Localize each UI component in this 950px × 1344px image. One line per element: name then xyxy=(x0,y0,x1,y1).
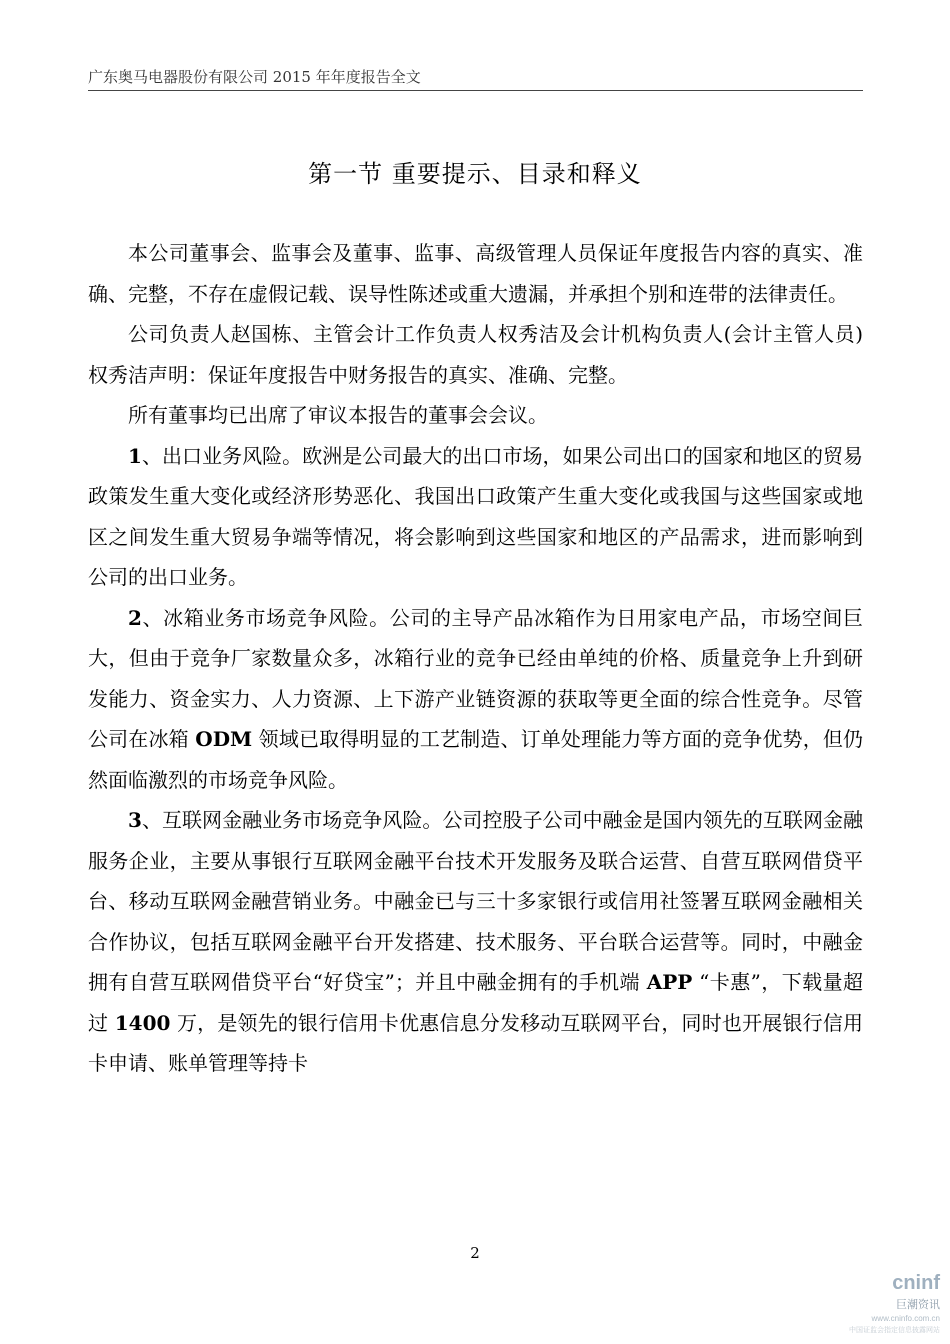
paragraph-financial-statement-declaration: 公司负责人赵国栋、主管会计工作负责人权秀洁及会计机构负责人(会计主管人员)权秀洁声明：保证年度报告中财务报告的真实、准确、完整。 xyxy=(88,322,863,387)
risk-text: 、出口业务风险。欧洲是公司最大的出口市场，如果公司出口的国家和地区的贸易政策发生重大变化或经济形势恶化、我国出口政策产生重大变化或我国与这些国家或地区之间发生重大贸易争端等情况，将会影响到这些国家和地区的产品需求，进而影响到公司的出口业务。 xyxy=(88,443,863,589)
risk-text: 、冰箱业务市场竞争风险。公司的主导产品冰箱作为日用家电产品，市场空间巨大，但由于竞争厂家数量众多，冰箱行业的竞争已经由单纯的价格、质量竞争上升到研发能力、资金实力、人力资源、上下游产业链资源的获取等更全面的综合性竞争。尽管公司在冰箱 xyxy=(88,605,863,751)
paragraph-board-attendance: 所有董事均已出席了审议本报告的董事会会议。 xyxy=(128,403,548,427)
odm-term: ODM xyxy=(195,727,253,751)
page-number: 2 xyxy=(470,1244,480,1262)
download-count: 1400 xyxy=(114,1010,171,1035)
risk-text: 万，是领先的银行信用卡优惠信息分发移动互联网平台，同时也开展银行信用卡申请、账单管理等持卡 xyxy=(88,1010,864,1075)
cninfo-watermark xyxy=(830,1272,940,1335)
document-body xyxy=(88,233,863,1084)
header-divider xyxy=(88,90,863,91)
cninfo-logo: cninf xyxy=(892,1272,940,1294)
paragraph-risk-refrigerator xyxy=(88,598,863,801)
app-term: APP xyxy=(646,970,693,994)
risk-number: 1 xyxy=(128,443,142,468)
cninfo-tagline: 中国证监会指定信息披露网站 xyxy=(849,1327,940,1334)
risk-number: 2 xyxy=(128,605,142,630)
risk-text: “卡惠”，下载量超过 xyxy=(88,970,864,1035)
document-header: 广东奥马电器股份有限公司 2015 年年度报告全文 xyxy=(88,68,421,86)
cninfo-url: www.cninfo.com.cn xyxy=(871,1314,940,1323)
cninfo-name: 巨潮资讯 xyxy=(896,1299,940,1311)
risk-number: 3 xyxy=(128,808,142,832)
paragraph-responsibility-statement: 本公司董事会、监事会及董事、监事、高级管理人员保证年度报告内容的真实、准确、完整，不存在虚假记载、误导性陈述或重大遗漏，并承担个别和连带的法律责任。 xyxy=(88,241,863,306)
risk-text: 领域已取得明显的工艺制造、订单处理能力等方面的竞争优势，但仍然面临激烈的市场竞争风险。 xyxy=(88,727,864,792)
section-title: 第一节 重要提示、目录和释义 xyxy=(308,160,642,188)
paragraph-risk-export xyxy=(88,436,863,598)
risk-text: 、互联网金融业务市场竞争风险。公司控股子公司中融金是国内领先的互联网金融服务企业，主要从事银行互联网金融平台技术开发服务及联合运营、自营互联网借贷平台、移动互联网金融营销业务。中融金已与三十多家银行或信用社签署互联网金融相关合作协议，包括互联网金融平台开发搭建、技术服务、平台联合运营等。同时，中融金拥有自营互联网借贷平台“好贷宝”；并且中融金拥有的手机端 xyxy=(88,808,863,994)
paragraph-risk-internet-finance xyxy=(88,800,863,1084)
